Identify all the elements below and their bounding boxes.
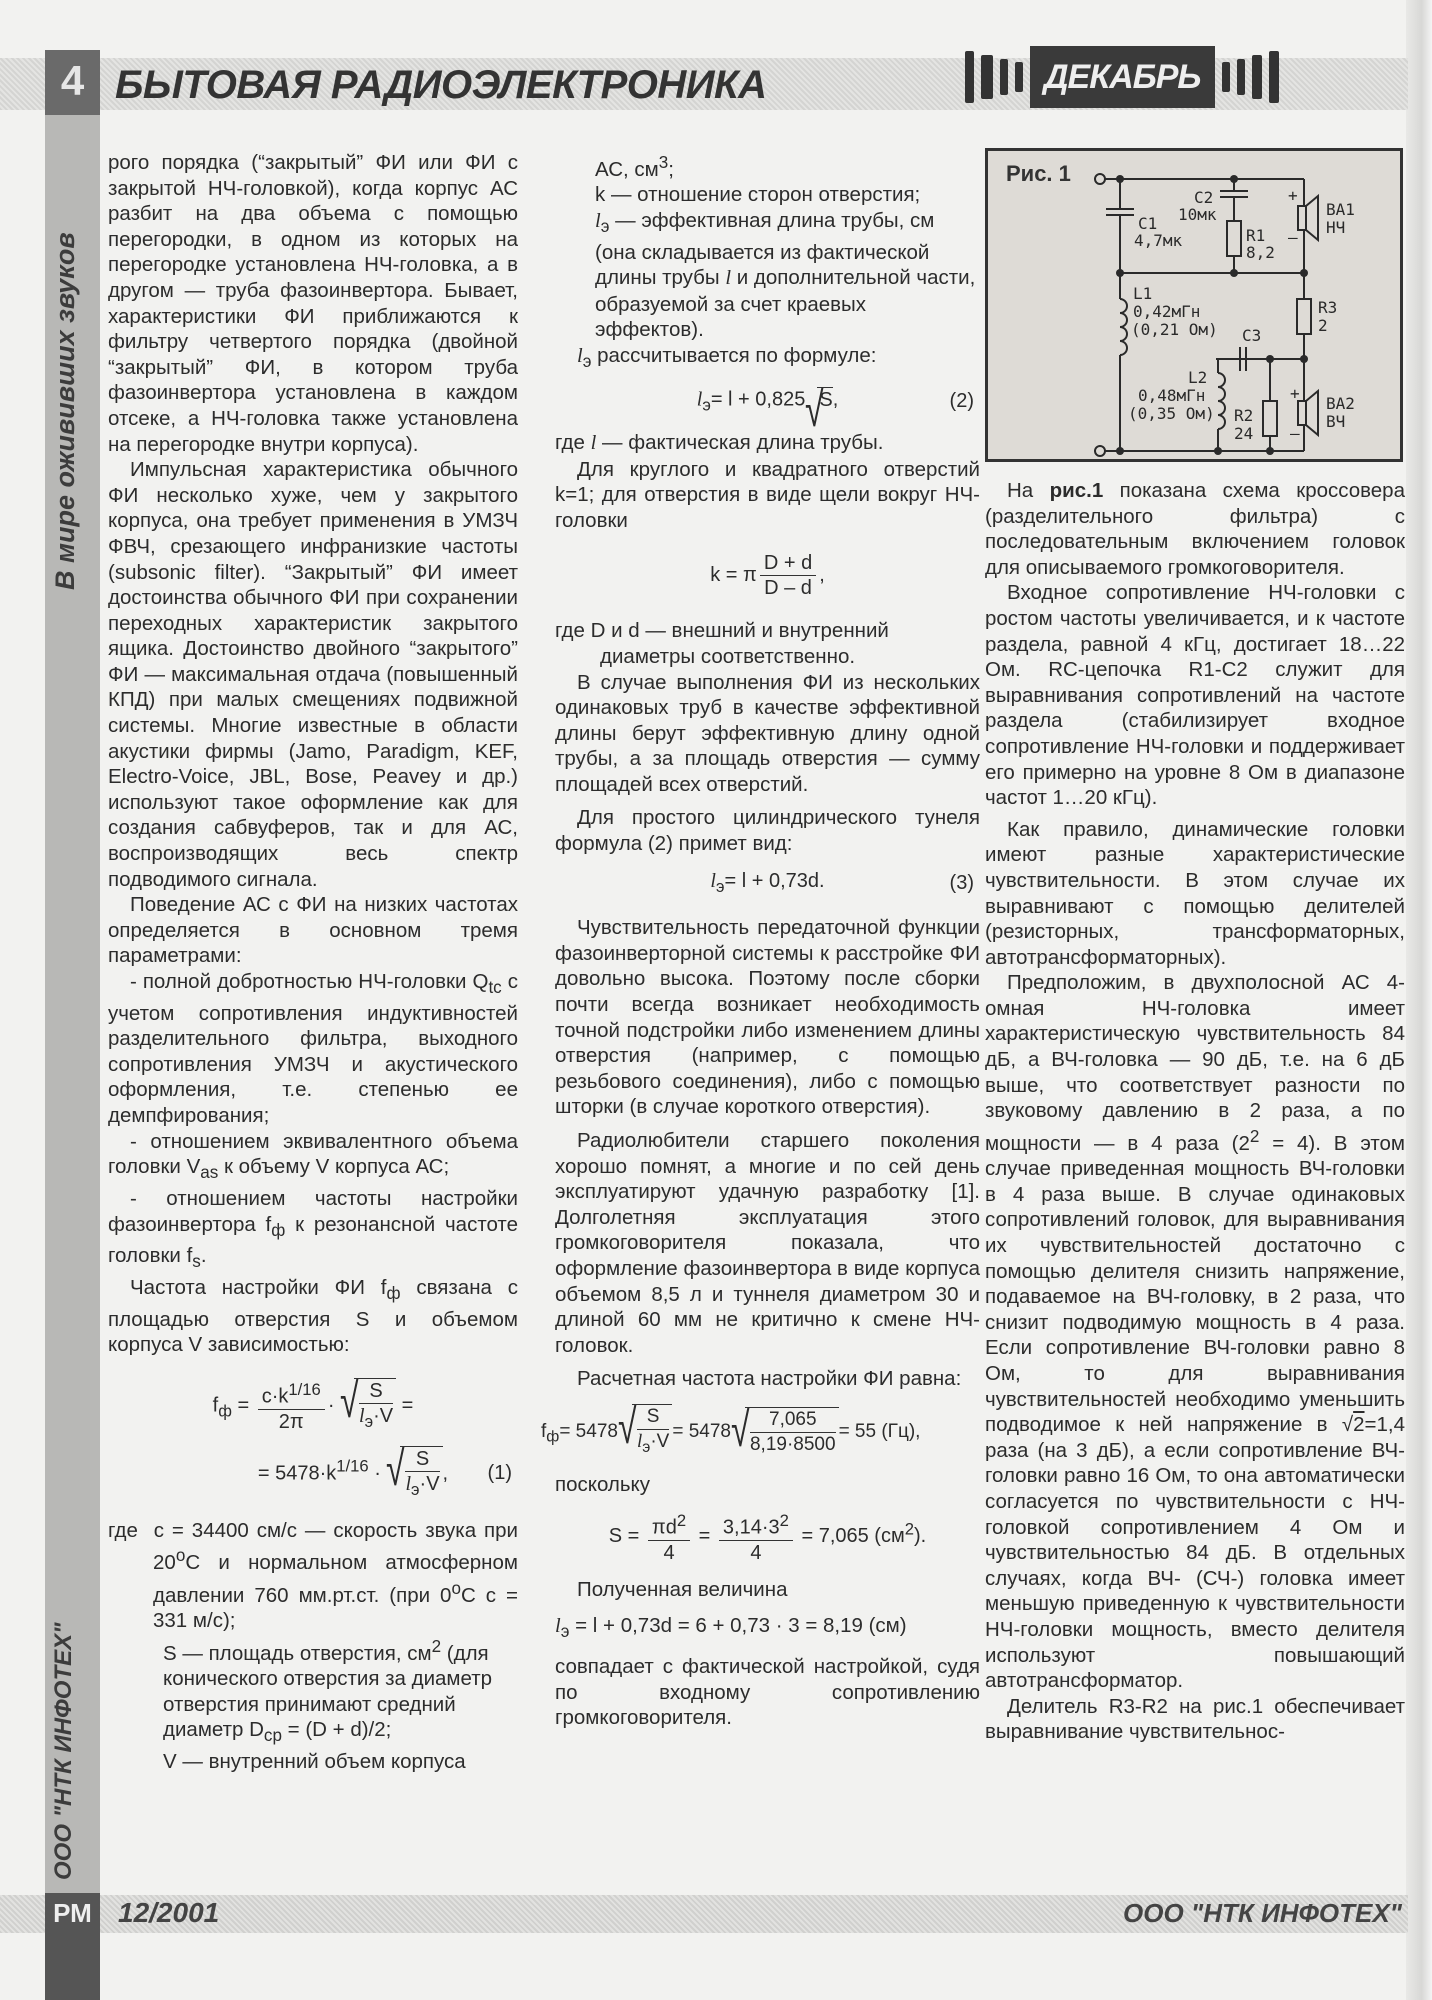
paragraph: $l_э$ рассчитывается по формуле: (577, 344, 877, 372)
column-1 (108, 150, 518, 1775)
crossover-schematic (988, 151, 1400, 459)
ba1-type: НЧ (1326, 218, 1346, 237)
paragraph: Импульсная характеристика обычного ФИ несколько хуже, чем у закрытого корпуса, она требует применения в УМЗЧ ФВЧ, срезающего инфранизкие частоты (subsonic filter). “Закрытый” ФИ имеет достоинства обычного ФИ при сохранении переходных характеристик закрытого ящика. Достоинство двойного “закрытого” ФИ — максимальная отдача (повышенный КПД) при малых смещениях подвижной системы. Многие известные в области акустики фирмы (Jamo, Paradigm, KEF, Electro-Voice, JBL, Bose, Peavey и др.) используют такое оформление как для создания сабвуферов, так и для АС, воспроизводящих весь спектр подводимого сигнала. (108, 458, 518, 891)
l2-value: 0,48мГн (1138, 386, 1206, 405)
rubric-label: В мире ожививших звуков (50, 232, 80, 590)
r3-value: 2 (1318, 316, 1328, 335)
formula-5: S = $\frac{\pi d^2}{4}$ = $\frac{3,14\cdot 3^2}{4}$ = 7,065 $(см^2)$. (608, 1511, 927, 1564)
ba1-label: BA1 (1326, 200, 1355, 219)
decor-bar (1015, 62, 1023, 92)
c2-label: C2 (1194, 188, 1214, 207)
l2-resistance: (0,35 Ом) (1128, 404, 1215, 423)
issue-date: 12/2001 (118, 1897, 220, 1928)
section-title: БЫТОВАЯ РАДИОЭЛЕКТРОНИКА (115, 63, 767, 107)
paragraph: Радиолюбители старшего поколения хорошо помнят, а многие и по сей день эксплуатируют удачную разработку [1]. Долголетняя эксплуатация этого громкоговорителя показала, что оформление фазоинвертора в виде корпуса объемом 8,5 л и туннеля диаметром 30 и длиной 60 мм не критично к смене НЧ-головок. (555, 1129, 980, 1357)
speaker-ba1-cone (1306, 196, 1318, 240)
page-edge-shadow (1406, 0, 1432, 2000)
definition-v: V — внутренний объем корпуса (163, 1750, 466, 1774)
r1-label: R1 (1246, 226, 1266, 245)
paragraph: Чувствительность передаточной функции фазоинверторной системы к расстройке ФИ довольно высока. Поэтому после сборки почти всегда возникает необходимость точной подстройки либо изменением длины отверстия (например, с помощью резьбового соединения), либо с помощью шторки (в случае короткого отверстия). (555, 916, 980, 1119)
definition-c: где c = 34400 см/с — скорость звука при 20$^o$С и нормальном атмосферном давлении 760 мм.рт.ст. (при 0$^o$С c = 331 м/с); (108, 1518, 518, 1633)
decor-bar (1269, 51, 1279, 103)
paragraph: рого порядка (“закрытый” ФИ или ФИ с закрытой НЧ-головкой), когда корпус АС разбит на два объема с помощью перегородки, в одном из которых на перегородке установлена НЧ-головка, а в другом — труба фазоинвертора. Бывает, характеристики ФИ приближаются к фильтру четвертого порядка (двойной “закрытый” ФИ, в котором труба фазоинвертора установлена в каждом отсеке, а НЧ-головка также установлена на перегородке внутри корпуса). (108, 151, 518, 456)
equation-number: (3) (949, 872, 974, 895)
list-item: - отношением эквивалентного объема головки $V_{as}$ к объему V корпуса АС; (108, 1129, 518, 1183)
definition-v-tail: АС, $см^3$; (595, 153, 674, 181)
paragraph: Делитель R3-R2 на рис.1 обеспечивает выравнивание чувствительнос- (985, 1694, 1405, 1744)
definition-s: S — площадь отверстия, $см^2$ (для конического отверстия за диаметр отверстия принимают средний диаметр $D_{ср} = (D + d)/2$; (163, 1636, 493, 1746)
l2-label: L2 (1188, 368, 1208, 387)
r2-value: 24 (1234, 424, 1254, 443)
column-3 (985, 478, 1405, 1745)
paragraph: Полученная величина (577, 1577, 788, 1601)
ba2-minus: – (1290, 424, 1300, 443)
paragraph: Для простого цилиндрического тунеля формула (2) примет вид: (555, 806, 980, 856)
resistor-r2 (1263, 401, 1277, 436)
decor-bar (1222, 62, 1230, 92)
sidebar-publisher: ООО "НТК ИНФОТЕХ" (50, 1622, 77, 1880)
paragraph: Для круглого и квадратного отверстий k=1; для отверстия в виде щели вокруг НЧ-головки (555, 457, 980, 532)
ba2-type: ВЧ (1326, 412, 1346, 431)
decor-bar (1237, 59, 1245, 95)
footer-publisher: ООО "НТК ИНФОТЕХ" (1123, 1898, 1402, 1928)
l1-resistance: (0,21 Ом) (1131, 320, 1218, 339)
formula-4: $f_ф= 5478$ √ $\frac{S}{l_э\cdot V}$ = 5478 √ $\frac{7,065}{8,19\cdot 8500}$ = 55 (Гц), (541, 1404, 994, 1460)
month-label: ДЕКАБРЬ (1030, 46, 1215, 108)
l1-value: 0,42мГн (1133, 302, 1201, 321)
list-item: - отношением частоты настройки фазоинвертора $f_ф$ к резонансной частоте головки $f_s$. (108, 1186, 518, 1272)
resistor-r3 (1297, 299, 1311, 334)
inductor-l2 (1218, 373, 1225, 429)
list-item: - полной добротностью НЧ-головки $Q_{tc}$ с учетом сопротивления индуктивностей разделительного фильтра, выходного сопротивления УМЗЧ и акустического оформления, т.е. степенью ее демпфирования; (108, 970, 518, 1128)
formula-2: $l_э= l + 0,825$ √ S, (2) (555, 387, 980, 418)
journal-mark: РМ (45, 1893, 100, 1933)
c3-label: C3 (1242, 326, 1262, 345)
input-terminal-bottom (1095, 446, 1105, 456)
c1-value: 4,7мк (1134, 231, 1183, 250)
paragraph: Как правило, динамические головки имеют разные характеристические чувствительности. В этом случае их выравнивают с помощью делителей (резисторных, трансформаторных, автотрансформаторных). (985, 817, 1405, 969)
formula-3: $l_э= l + 0,73d$. (3) (710, 869, 974, 896)
month-badge (965, 46, 1279, 108)
formula-1-line-2: = $5478\cdot k^{1/16}$ · √ $\frac{S}{l_э\cdot V}$ , (1) (108, 1446, 518, 1502)
l1-label: L1 (1133, 284, 1153, 303)
paragraph: Предположим, в двухполосной АС 4-омная НЧ-головка имеет характеристическую чувствительность 84 дБ, а ВЧ-головка — 90 дБ, т.е. на 6 дБ выше, что соответствует разности по звуковому давлению в 2 раза, а по мощности — в 4 раза $(2^2 = 4)$. В этом случае приведенная мощность ВЧ-головки в 4 раза выше. В случае одинаковых сопротивлений головок, для выравнивания их чувствительностей достаточно с помощью делителя снизить напряжение, подаваемое на ВЧ-головку, в 2 раза, что снизит подводимую мощность в 4 раза. Если сопротивление ВЧ-головки равно 8 Ом, то для выравнивания чувствительностей необходимо уменьшить подводимое к ней напряжение в √2=1,4 раза (на 3 дБ), а если сопротивление ВЧ-головки равно 16 Ом, то она автоматически согласуется по чувствительности с НЧ-головкой сопротивлением 4 Ом и чувствительностью 84 дБ. В отдельных случаях, когда ВЧ- (СЧ-) головка имеет меньшую приведенную к чувствительности НЧ-головки мощность, вместо делителя используют повышающий автотрансформатор. (985, 971, 1405, 1693)
speaker-ba2-cone (1306, 391, 1318, 435)
paragraph: поскольку (555, 1472, 650, 1496)
c1-label: C1 (1138, 214, 1158, 233)
paragraph: диаметры соответственно. (600, 644, 856, 668)
ba2-plus: + (1290, 384, 1300, 403)
ba2-label: BA2 (1326, 394, 1355, 413)
formula-1-line-1: $f_ф$ = $\frac{c\cdot k^{1/16}}{2\pi}$ · √ $\frac{S}{l_э\cdot V}$ = (108, 1378, 518, 1434)
definition-l: $l_э$ — эффективная длина трубы, см (она складывается из фактической длины трубы l и дополнительной части, образуемой за счет краевых эффектов). (595, 209, 976, 342)
paragraph: Поведение АС с ФИ на низких частотах определяется в основном тремя параметрами: (108, 893, 518, 968)
page-number: 4 (45, 50, 100, 112)
equation-number: (2) (949, 390, 974, 413)
formula-6: $l_э = l + 0,73d = 6 + 0,73 \cdot 3 = 8,19$ (см) (555, 1613, 907, 1641)
paragraph: Расчетная частота настройки ФИ равна: (577, 1367, 962, 1391)
decor-bar (1000, 59, 1008, 95)
r1-value: 8,2 (1246, 243, 1275, 262)
formula-k: k = π $\frac{D + d}{D - d}$ , (710, 552, 825, 600)
input-terminal-top (1095, 174, 1105, 184)
ba1-plus: + (1288, 186, 1298, 205)
equation-number: (1) (487, 1461, 512, 1484)
ba1-minus: – (1288, 228, 1298, 247)
paragraph: совпадает с фактической настройкой, судя по входному сопротивлению громкоговорителя. (555, 1655, 980, 1730)
speaker-ba2-body (1298, 401, 1306, 425)
speaker-ba1-body (1298, 206, 1306, 230)
paragraph: Частота настройки ФИ $f_ф$ связана с площадью отверстия S и объемом корпуса V зависимостью: (108, 1275, 518, 1357)
paragraph: В случае выполнения ФИ из нескольких одинаковых труб в качестве эффективной длины берут эффективную длину одной трубы, а за площадь отверстия — сумму площадей всех отверстий. (555, 670, 980, 796)
paragraph: На рис.1 показана схема кроссовера (разделительного фильтра) с последовательным включением головок для описываемого громкоговорителя. (985, 479, 1405, 579)
paragraph: где l — фактическая длина трубы. (555, 430, 884, 454)
r2-label: R2 (1234, 406, 1254, 425)
inductor-l1 (1120, 299, 1127, 355)
paragraph: где D и d — внешний и внутренний (555, 619, 889, 643)
paragraph: Входное сопротивление НЧ-головки с ростом частоты увеличивается, и к частоте раздела, равной 4 кГц, достигает 18…22 Ом. RC-цепочка R1-C2 служит для выравнивания сопротивлений на частоте раздела (стабилизирует входное сопротивление НЧ-головки и поддерживает его примерно на уровне 8 Ом в диапазоне частот 1…20 кГц). (985, 581, 1405, 810)
figure-1-schematic (985, 148, 1403, 462)
resistor-r1 (1227, 221, 1241, 256)
c2-value: 10мк (1178, 205, 1217, 224)
definition-k: k — отношение сторон отверстия; (595, 183, 921, 207)
r3-label: R3 (1318, 298, 1338, 317)
figure-title: Рис. 1 (1006, 161, 1071, 186)
decor-bar (1252, 55, 1262, 99)
decor-bar (981, 55, 993, 99)
column-2 (541, 150, 980, 1731)
decor-bar (965, 51, 974, 103)
